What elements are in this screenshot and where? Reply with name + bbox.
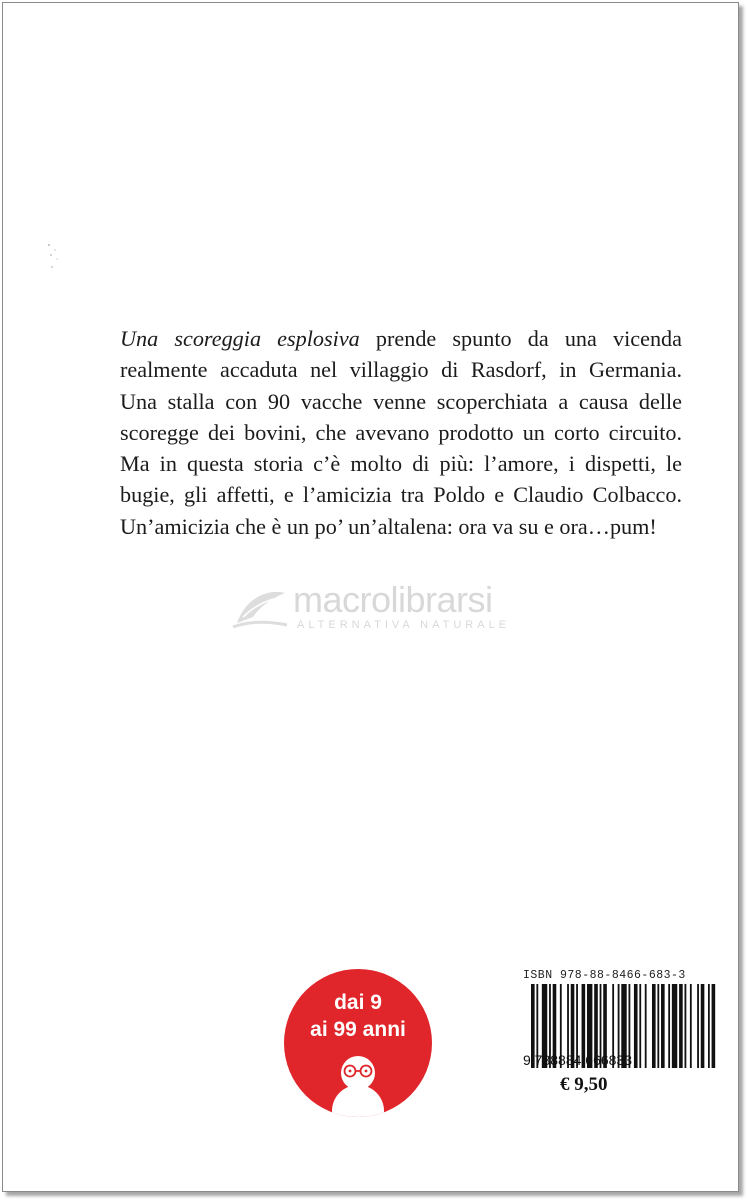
price-label: € 9,50 [560, 1074, 608, 1095]
back-cover-blurb [120, 323, 682, 542]
watermark-tagline: ALTERNATIVA NATURALE [297, 619, 511, 631]
age-range-badge [284, 969, 432, 1117]
isbn-barcode-block [523, 969, 723, 1109]
print-specks [43, 241, 63, 281]
watermark-name: macrolibrarsi [293, 579, 493, 620]
blurb-line-text: Ma in questa storia c’è molto di più: l’amore, i dispetti, le [120, 451, 682, 477]
blurb-line [120, 354, 682, 385]
blurb-line-text: bugie, gli affetti, e l’amicizia tra Poldo e Claudio Colbacco. [120, 482, 682, 508]
child-with-glasses-icon [328, 1049, 388, 1117]
isbn-label: ISBN 978-88-8466-683-3 [523, 969, 686, 982]
age-badge-line-1: dai 9 [334, 991, 382, 1014]
blurb-line [120, 417, 682, 448]
blurb-line-text: Un’amicizia che è un po’ un’altalena: ora va su e ora…pum! [120, 513, 657, 539]
blurb-line-text: prende spunto da una vicenda [359, 326, 682, 351]
blurb-line-text: Una stalla con 90 vacche venne scoperchiata a causa delle [120, 388, 682, 414]
book-back-cover [2, 2, 739, 1192]
leaf-logo-icon [231, 587, 289, 631]
age-badge-line-2: ai 99 anni [310, 1018, 406, 1041]
blurb-line [120, 323, 682, 354]
book-title-italic: Una scoreggia esplosiva [120, 326, 360, 351]
macrolibrarsi-watermark [231, 579, 551, 643]
blurb-line [120, 479, 682, 510]
blurb-line [120, 511, 682, 542]
blurb-line [120, 448, 682, 479]
blurb-line [120, 386, 682, 417]
blurb-line-text: scoregge dei bovini, che avevano prodotto un corto circuito. [120, 419, 682, 445]
blurb-line-text: realmente accaduta nel villaggio di Rasdorf, in Germania. [120, 357, 682, 383]
barcode-digits: 9 788884 666833 [523, 1052, 632, 1068]
